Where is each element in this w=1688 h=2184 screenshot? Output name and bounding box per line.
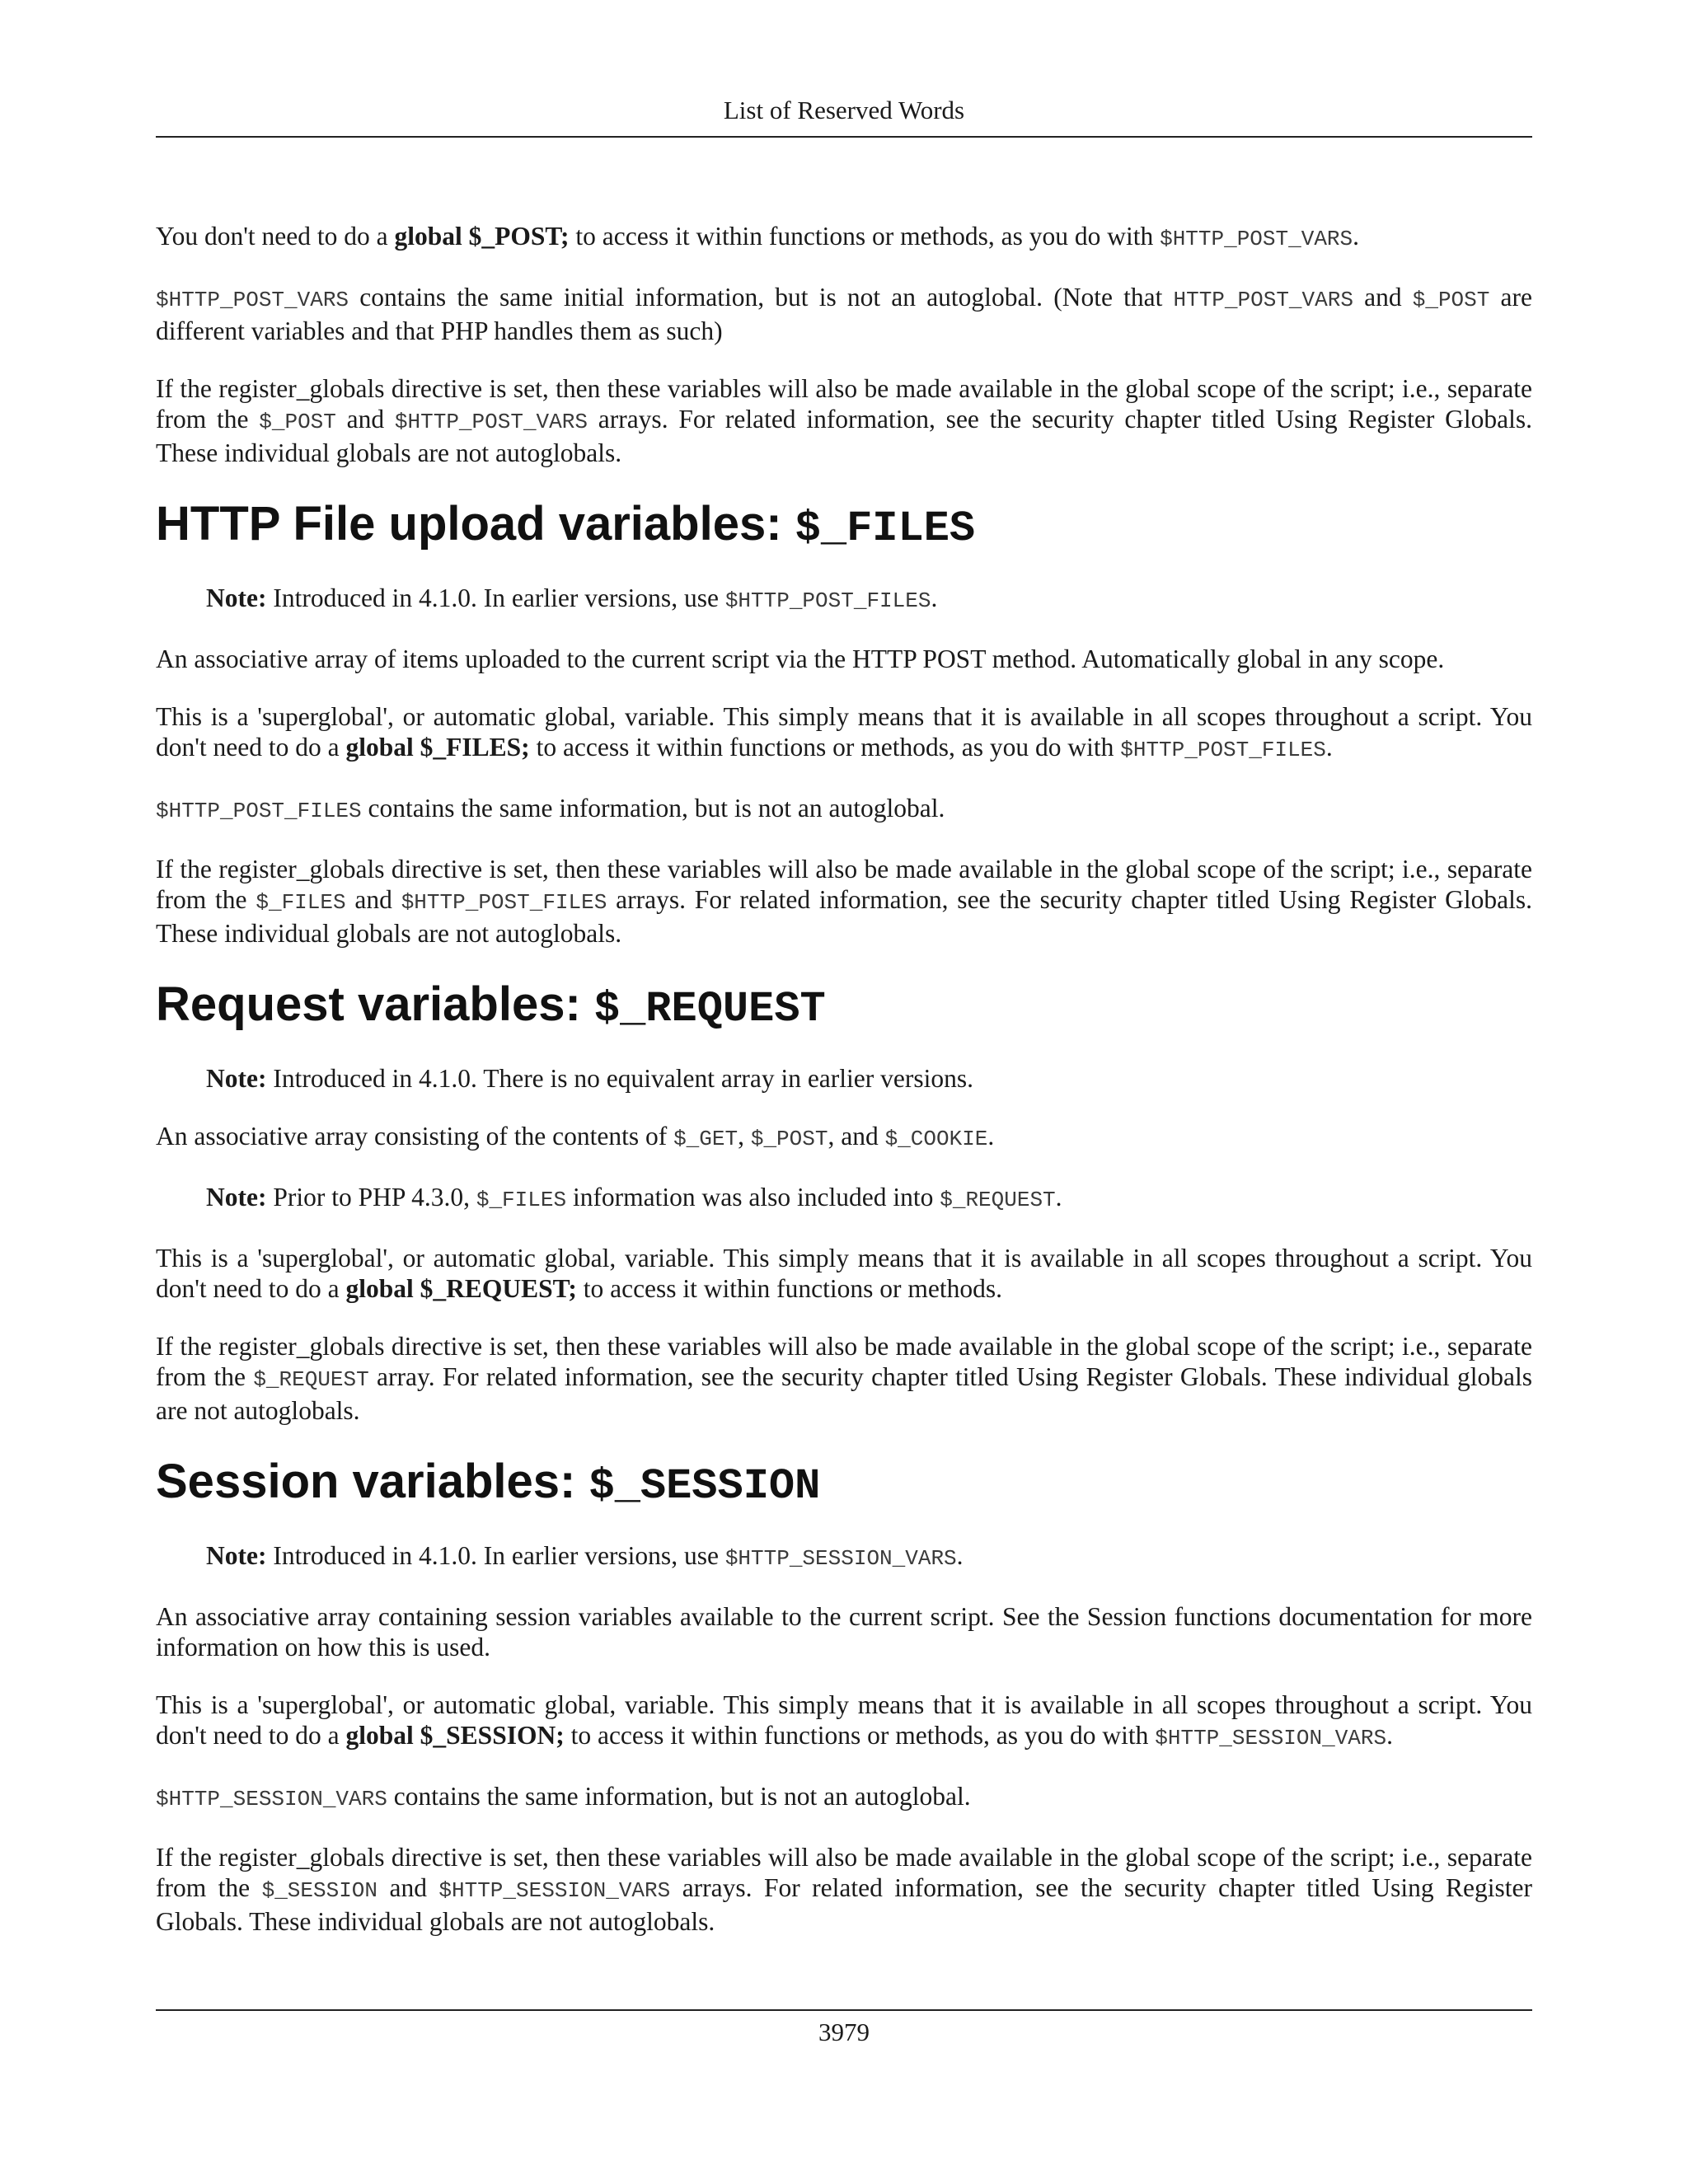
inline-code: $_SESSION bbox=[261, 1878, 378, 1903]
post-paragraph bbox=[156, 373, 1532, 468]
note-label: Note: bbox=[206, 1541, 267, 1570]
text: to access it within functions or methods, as you do with bbox=[564, 1721, 1156, 1750]
inline-code: $HTTP_POST_FILES bbox=[156, 799, 362, 823]
text: This is a 'superglobal', or automatic global, variable. This simply means that it is available in all scopes throughout a script. You don't need to do a bbox=[156, 1244, 1532, 1303]
note bbox=[206, 583, 1532, 616]
bold-code: global $_SESSION; bbox=[345, 1721, 565, 1750]
inline-code: $_GET bbox=[673, 1127, 738, 1151]
files-paragraph: An associative array of items uploaded to the current script via the HTTP POST method. Automatically global in any scope. bbox=[156, 644, 1445, 673]
text: Prior to PHP 4.3.0, bbox=[266, 1183, 476, 1212]
note bbox=[206, 1540, 1532, 1574]
text: contains the same initial information, but is not an autoglobal. (Note that bbox=[349, 283, 1174, 312]
inline-code: $_FILES bbox=[256, 890, 346, 915]
text: , bbox=[738, 1122, 751, 1151]
heading-code: $_FILES bbox=[795, 504, 976, 553]
text: An associative array consisting of the contents of bbox=[156, 1122, 674, 1151]
text: to access it within functions or methods, as you do with bbox=[569, 222, 1160, 251]
text: . bbox=[1386, 1721, 1393, 1750]
text: array. For related information, see the security chapter titled Using Register Globals. These individual globals are not autoglobals. bbox=[156, 1362, 1533, 1425]
note-label: Note: bbox=[206, 1064, 267, 1093]
text: Introduced in 4.1.0. In earlier versions, use bbox=[266, 1541, 725, 1570]
text: . bbox=[987, 1122, 995, 1151]
files-paragraph bbox=[156, 793, 1532, 827]
heading-text: Request variables: bbox=[156, 977, 594, 1031]
text: If the register_globals directive is set, then these variables will also be made available in the global scope of the script; i.e., separate from the bbox=[156, 855, 1532, 914]
request-paragraph bbox=[156, 1243, 1532, 1304]
bold-code: global $_FILES; bbox=[345, 733, 530, 762]
text: . bbox=[931, 583, 938, 612]
inline-code: $HTTP_POST_VARS bbox=[156, 288, 349, 312]
request-paragraph bbox=[156, 1331, 1532, 1426]
header-rule bbox=[156, 136, 1532, 138]
page-number: 3979 bbox=[818, 2018, 870, 2046]
section-heading-files bbox=[156, 495, 1532, 558]
text: . bbox=[1055, 1183, 1062, 1212]
request-paragraph bbox=[156, 1121, 1532, 1155]
files-paragraph bbox=[156, 854, 1532, 949]
text: arrays. For related information, see the security chapter titled Using Register Globals. These individual globals are not autoglobals. bbox=[156, 1873, 1532, 1936]
heading-text: HTTP File upload variables: bbox=[156, 497, 795, 551]
text: If the register_globals directive is set, then these variables will also be made available in the global scope of the script; i.e., separate from the bbox=[156, 1843, 1532, 1902]
inline-code: $HTTP_POST_FILES bbox=[401, 890, 607, 915]
text: contains the same information, but is not an autoglobal. bbox=[387, 1782, 971, 1811]
text: , and bbox=[828, 1122, 885, 1151]
note bbox=[206, 1063, 1532, 1094]
inline-code: $HTTP_SESSION_VARS bbox=[156, 1787, 387, 1811]
inline-code: $HTTP_SESSION_VARS bbox=[724, 1546, 957, 1571]
post-paragraph bbox=[156, 282, 1532, 346]
text: This is a 'superglobal', or automatic global, variable. This simply means that it is available in all scopes throughout a script. You don't need to do a bbox=[156, 702, 1532, 762]
section-heading-request bbox=[156, 976, 1532, 1038]
text: arrays. For related information, see the security chapter titled Using Register Globals. These individual globals are not autoglobals. bbox=[156, 405, 1533, 467]
text: to access it within functions or methods. bbox=[576, 1274, 1003, 1303]
page-content bbox=[156, 221, 1532, 1964]
text: arrays. For related information, see the security chapter titled Using Register Globals. These individual globals are not autoglobals. bbox=[156, 885, 1532, 948]
files-paragraph bbox=[156, 701, 1532, 766]
session-paragraph bbox=[156, 1781, 1532, 1815]
inline-code: $HTTP_SESSION_VARS bbox=[1155, 1726, 1387, 1750]
text: and bbox=[1353, 283, 1413, 312]
inline-code: $_REQUEST bbox=[940, 1188, 1056, 1212]
footer-rule bbox=[156, 2009, 1532, 2011]
session-paragraph bbox=[156, 1842, 1532, 1937]
inline-code: $_FILES bbox=[476, 1188, 567, 1212]
heading-code: $_REQUEST bbox=[593, 985, 826, 1033]
inline-code: $_COOKIE bbox=[884, 1127, 988, 1151]
bold-code: global $_REQUEST; bbox=[345, 1274, 577, 1303]
text: This is a 'superglobal', or automatic global, variable. This simply means that it is available in all scopes throughout a script. You don't need to do a bbox=[156, 1690, 1532, 1750]
text: Introduced in 4.1.0. In earlier versions, use bbox=[266, 583, 725, 612]
text: If the register_globals directive is set, then these variables will also be made available in the global scope of the script; i.e., separate from the bbox=[156, 374, 1532, 434]
inline-code: $_POST bbox=[1412, 288, 1490, 312]
post-paragraph bbox=[156, 221, 1532, 255]
note bbox=[206, 1182, 1532, 1216]
inline-code: $_POST bbox=[259, 410, 336, 434]
note-label: Note: bbox=[206, 583, 267, 612]
text: and bbox=[377, 1873, 439, 1902]
text: and bbox=[335, 405, 395, 434]
session-paragraph: An associative array containing session variables available to the current script. See the Session functions documentation for more information on how this is used. bbox=[156, 1602, 1532, 1661]
text: information was also included into bbox=[566, 1183, 940, 1212]
section-heading-session bbox=[156, 1453, 1532, 1516]
text: Introduced in 4.1.0. There is no equivalent array in earlier versions. bbox=[266, 1064, 973, 1093]
text: You don't need to do a bbox=[156, 222, 395, 251]
session-paragraph bbox=[156, 1690, 1532, 1754]
heading-text: Session variables: bbox=[156, 1455, 589, 1508]
inline-code: $_REQUEST bbox=[253, 1367, 369, 1392]
text: If the register_globals directive is set, then these variables will also be made available in the global scope of the script; i.e., separate from the bbox=[156, 1332, 1532, 1391]
inline-code: $HTTP_SESSION_VARS bbox=[438, 1878, 671, 1903]
text: to access it within functions or methods, as you do with bbox=[529, 733, 1121, 762]
text: contains the same information, but is not an autoglobal. bbox=[361, 794, 945, 823]
heading-code: $_SESSION bbox=[588, 1462, 821, 1511]
inline-code: $HTTP_POST_VARS bbox=[1160, 227, 1353, 251]
inline-code: HTTP_POST_VARS bbox=[1173, 288, 1353, 312]
inline-code: $HTTP_POST_FILES bbox=[724, 588, 931, 613]
text: . bbox=[1353, 222, 1360, 251]
text: are different variables and that PHP handles them as such) bbox=[156, 283, 1532, 345]
bold-code: global $_POST; bbox=[394, 222, 570, 251]
note-label: Note: bbox=[206, 1183, 267, 1212]
inline-code: $HTTP_POST_VARS bbox=[394, 410, 588, 434]
inline-code: $HTTP_POST_FILES bbox=[1120, 738, 1326, 762]
text: . bbox=[1325, 733, 1333, 762]
text: . bbox=[956, 1541, 964, 1570]
text: and bbox=[345, 885, 401, 914]
inline-code: $_POST bbox=[750, 1127, 828, 1151]
page-header: List of Reserved Words bbox=[723, 96, 965, 124]
